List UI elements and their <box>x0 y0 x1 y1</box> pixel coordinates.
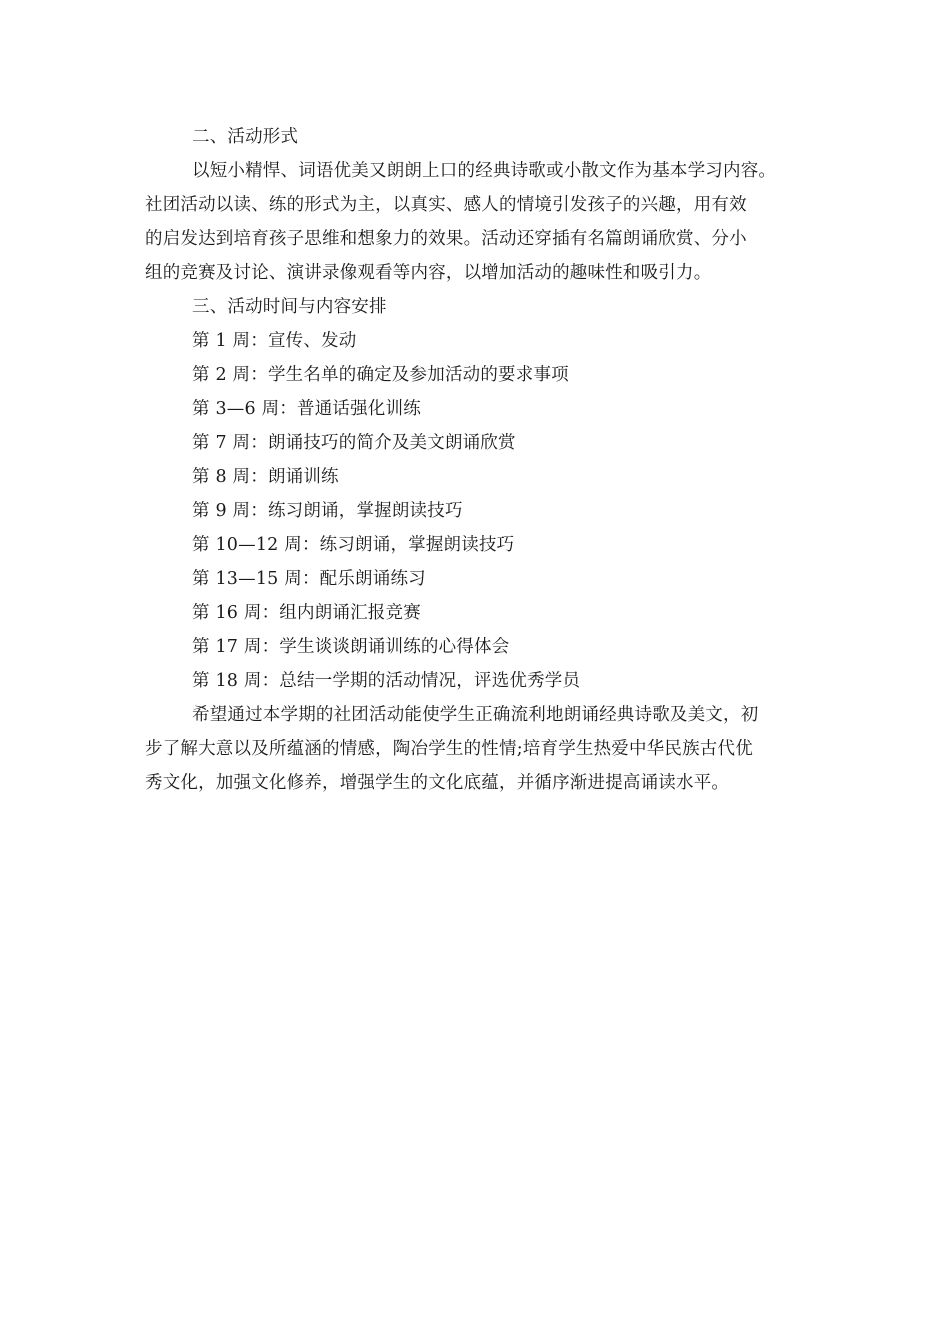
schedule-item: 第 16 周：组内朗诵汇报竞赛 <box>192 603 421 623</box>
paragraph-line: 以短小精悍、词语优美又朗朗上口的经典诗歌或小散文作为基本学习内容。 <box>192 161 777 181</box>
paragraph-line: 社团活动以读、练的形式为主，以真实、感人的情境引发孩子的兴趣，用有效 <box>145 195 747 215</box>
paragraph-line: 组的竞赛及讨论、演讲录像观看等内容，以增加活动的趣味性和吸引力。 <box>145 263 712 283</box>
schedule-item: 第 1 周：宣传、发动 <box>192 331 357 351</box>
closing-line: 希望通过本学期的社团活动能使学生正确流利地朗诵经典诗歌及美文，初 <box>192 705 759 725</box>
schedule-item: 第 8 周：朗诵训练 <box>192 467 339 487</box>
section-heading-schedule: 三、活动时间与内容安排 <box>192 297 387 317</box>
section-heading-activity-form: 二、活动形式 <box>192 127 299 147</box>
closing-line: 步了解大意以及所蕴涵的情感，陶冶学生的性情;培育学生热爱中华民族古代优 <box>145 739 753 759</box>
schedule-item: 第 17 周：学生谈谈朗诵训练的心得体会 <box>192 637 510 657</box>
schedule-item: 第 3—6 周：普通话强化训练 <box>192 399 421 419</box>
schedule-item: 第 9 周：练习朗诵，掌握朗读技巧 <box>192 501 463 521</box>
schedule-item: 第 18 周：总结一学期的活动情况，评选优秀学员 <box>192 671 581 691</box>
schedule-item: 第 10—12 周：练习朗诵，掌握朗读技巧 <box>192 535 515 555</box>
schedule-item: 第 13—15 周：配乐朗诵练习 <box>192 569 426 589</box>
schedule-item: 第 2 周：学生名单的确定及参加活动的要求事项 <box>192 365 569 385</box>
schedule-item: 第 7 周：朗诵技巧的简介及美文朗诵欣赏 <box>192 433 516 453</box>
paragraph-line: 的启发达到培育孩子思维和想象力的效果。活动还穿插有名篇朗诵欣赏、分小 <box>145 229 747 249</box>
closing-line: 秀文化，加强文化修养，增强学生的文化底蕴，并循序渐进提高诵读水平。 <box>145 773 730 793</box>
